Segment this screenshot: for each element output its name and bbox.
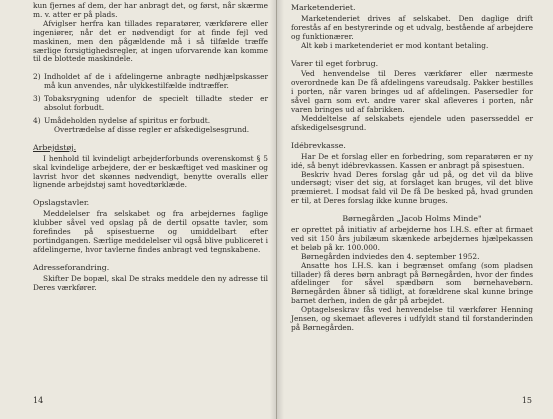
section-heading: Varer til eget forbrug. [291, 58, 379, 68]
list-item [33, 95, 268, 113]
paragraph: er oprettet på initiativ af arbejderne hos I.H.S. efter at firmaet ved sit 150 års jubilæum skænkede arbejdernes hjælpekassen et beløb på kr. 100.000. [291, 225, 533, 252]
list-item [33, 73, 268, 91]
right-text-column [291, 4, 533, 333]
section-heading: Opslagstavler. [33, 198, 90, 208]
list-number: 4) [33, 115, 41, 125]
paragraph: Børnegården indviedes den 4. september 1952. [301, 251, 480, 261]
paragraph: Beskriv hvad Deres forslag går ud på, og det vil da blive undersøgt; viser det sig, at forslaget kan bruges, vil det blive præmieret. I modsat fald vil De få De besked på, hvad grunden er til, at Deres forslag ikke kunne bruges. [291, 169, 533, 206]
paragraph: Skifter De bopæl, skal De straks meddele den ny adresse til Deres værkfører. [33, 273, 268, 292]
list-number: 2) [33, 72, 41, 82]
section-heading: Arbejdstøj. [33, 142, 77, 152]
section-heading: Børnegården „Jacob Holms Minde" [342, 214, 482, 224]
paragraph: Optagelseskrav fås ved henvendelse til værkfører Henning Jensen, og skemaet afleveres i udfyldt stand til forstanderinden på Børnegården. [291, 305, 533, 332]
list-number: 3) [33, 94, 41, 104]
book-gutter-shadow [270, 0, 284, 419]
paragraph: Meddeltelse af selskabets ejendele uden pasersseddel er afskedigelsesgrund. [291, 113, 533, 132]
list-text: Tobaksrygning udenfor de specielt tilladte steder er absolut forbudt. [44, 94, 268, 113]
paragraph: Ansatte hos I.H.S. kan i begrænset omfang (som pladsen tillader) få deres børn anbragt på Børnegården, hvor der findes afdelinger for såvel spædbørn som børnehavebørn. Børnegården åbner så tidligt, at forældrene skal kunne bringe barnet derhen, inden de går på arbejdet. [291, 260, 533, 306]
paragraph: Har De et forslag eller en forbedring, som reparatøren er ny idé, så benyt idébrevkassen. Kassen er anbragt på spisestuen. [291, 151, 533, 170]
paragraph: Afviglser herfra kan tillades reparatører, værkførere eller ingeniører, når det er nødvendigt for at finde fejl ved maskinen, men den pågældende må i så tilfælde træffe særlige forsigtighedsregler, at ingen uforvarende kan komme til de blottede maskindele. [33, 18, 268, 64]
paragraph: kun fjernes af dem, der har anbragt det, og først, når skærme m. v. atter er på plads. [33, 1, 268, 19]
list-text: Umådeholden nydelse af spiritus er forbudt. [44, 115, 211, 125]
right-page [277, 0, 553, 419]
paragraph: Ved henvendelse til Deres værkfører eller nærmeste overordnede kan De få afdelingens vareudsalg. Pakker bestilles i porten, når varen bringes ud af afdelingen. Pasersedler for såvel garn som evt. andre varer skal afleveres i porten, når varen bringes ud af fabrikken. [291, 69, 533, 115]
paragraph: Alt køb i marketenderiet er mod kontant betaling. [301, 40, 489, 50]
paragraph: I henhold til kvindeligt arbejderforbunds overenskomst § 5 skal kvindelige arbejdere, der er beskæftiget ved maskiner og lavrist hvor det skønnes nødvendigt, benytte overalls eller lignende arbejdstøj samt hovedtørklæde. [33, 153, 268, 190]
page-number: 15 [521, 396, 532, 405]
page-number: 14 [33, 396, 44, 405]
paragraph: Overtrædelse af disse regler er afskedigelsesgrund. [54, 124, 250, 134]
section-heading: Adresseforandring. [33, 262, 110, 272]
paragraph: Meddelelser fra selskabet og fra arbejdernes faglige klubber såvel ved opslag på de dertil opsatte tavler, som forefindes på spisestuerne og umiddelbart efter portindgangen. Særlige meddelelser vil også blive publiceret i afdelingerne, hvor tavlerne findes anbragt ved tegnskabene. [33, 209, 268, 254]
list-text: Indholdet af de i afdelingerne anbragte nødhjælpskasser må kun anvendes, når ulykkestilfælde indtræffer. [44, 72, 268, 91]
section-heading: Marketenderiet. [291, 3, 356, 12]
paragraph: Marketenderiet drives af selskabet. Den daglige drift forestås af en bestyrerinde og et udvalg, bestående af arbejdere og funktionærer. [291, 13, 533, 41]
section-heading: Idébrevkasse. [291, 140, 346, 150]
left-text-column [33, 2, 268, 292]
